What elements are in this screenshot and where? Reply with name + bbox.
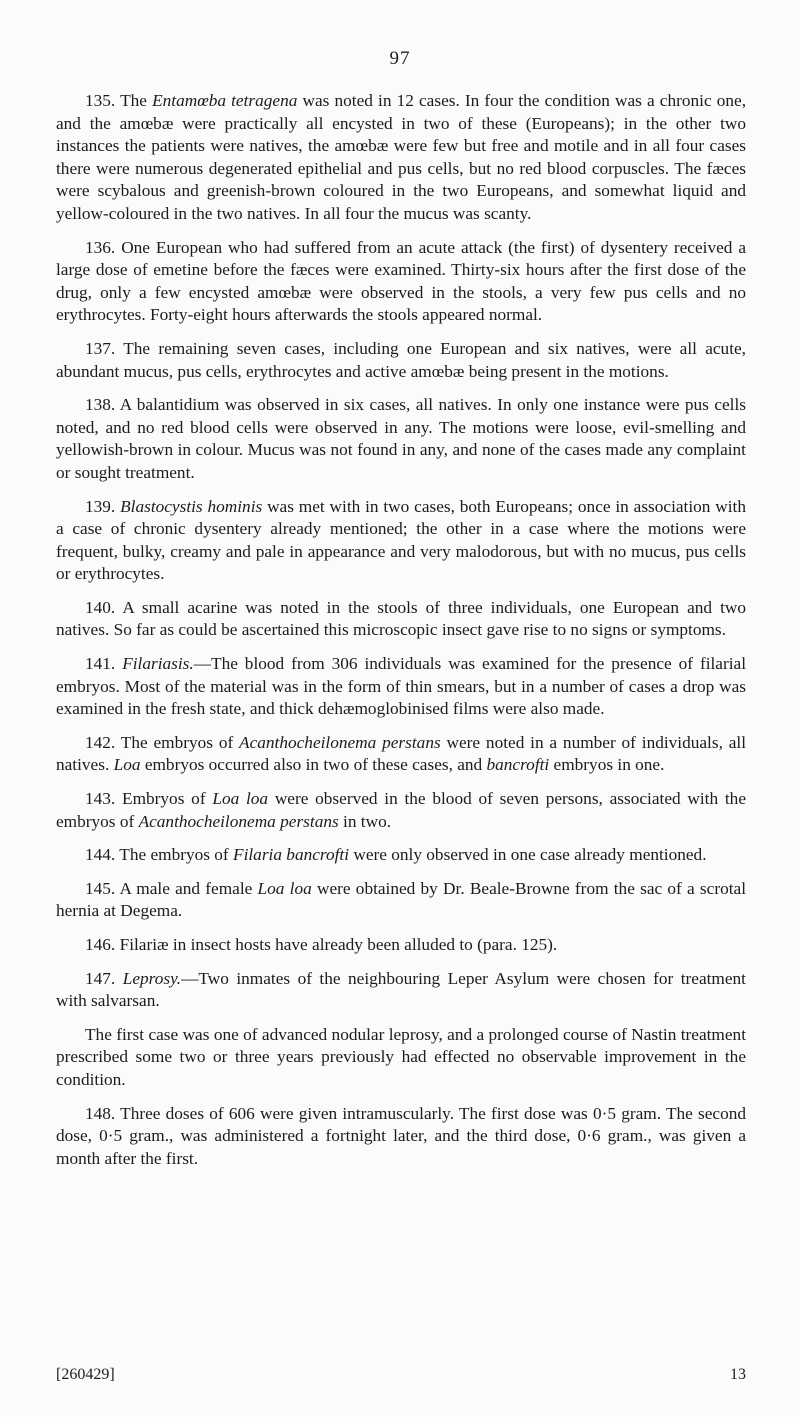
paragraph	[56, 338, 746, 383]
paragraph	[56, 653, 746, 721]
paragraph-text: The first case was one of advanced nodular leprosy, and a prolonged course of Nastin treatment prescribed some two or three years previously had effected no observable improvement in the condition.	[56, 1024, 746, 1089]
paragraph-text: —The blood from 306 individuals was examined for the presence of filarial embryos. Most of the material was in the form of thin smears, but in a number of cases a drop was examined in the fresh state, and thick dehæmoglobinised films were also made.	[56, 654, 746, 719]
paragraph-text: were noted in a number of individuals, all natives.	[56, 732, 746, 775]
italic-term: Blastocystis hominis	[120, 496, 263, 516]
paragraph-text: One European who had suffered from an acute attack (the first) of dysentery received a large dose of emetine before the fæces were examined. Thirty-six hours after the first dose of the drug, only a few encysted amœbæ were observed in the stools, a very few pus cells and no erythrocytes. Forty-eight hours afterwards the stools appeared normal.	[56, 237, 746, 325]
paragraph-number: 144.	[85, 845, 116, 865]
paragraph-number: 137.	[85, 338, 116, 358]
paragraph-number: 139.	[85, 496, 116, 516]
paragraph-number: 135.	[85, 91, 116, 110]
paragraph	[56, 878, 746, 923]
page-number: 97	[389, 48, 411, 69]
paragraph-number: 148.	[85, 1103, 116, 1123]
italic-term: bancrofti	[486, 755, 550, 775]
paragraph-text: The embryos of	[119, 845, 234, 865]
printer-signature: [260429]	[56, 1366, 115, 1383]
paragraph-number: 142.	[85, 732, 116, 752]
paragraph-text: The	[120, 91, 153, 110]
paragraph-text: A balantidium was observed in six cases, all natives. In only one instance were pus cells noted, and no red blood cells were observed in any. The motions were loose, evil-smelling and yellowish-brown in colour. Mucus was not found in any, and none of the cases made any complaint or sought treatment.	[56, 395, 746, 482]
paragraph-number: 141.	[85, 654, 116, 674]
paragraph-text: A male and female	[119, 878, 258, 898]
paragraph-text: in two.	[338, 811, 392, 831]
paragraph	[56, 934, 746, 957]
italic-term: Loa loa	[257, 878, 312, 898]
paragraph	[56, 237, 746, 327]
paragraph	[56, 496, 746, 586]
paragraph-text: A small acarine was noted in the stools of three individuals, one European and two natives. So far as could be ascertained this microscopic insect gave rise to no signs or symptoms.	[56, 597, 746, 640]
paragraph-number: 147.	[85, 968, 116, 988]
paragraph-number: 138.	[85, 395, 116, 415]
italic-term: Acanthocheilonema perstans	[239, 732, 441, 752]
paragraph	[56, 90, 746, 226]
italic-term: Filaria bancrofti	[233, 845, 350, 865]
paragraph-number: 136.	[85, 237, 116, 257]
paragraph-text: The embryos of	[120, 732, 240, 752]
paragraph	[56, 968, 746, 1013]
paragraph	[56, 597, 746, 642]
paragraph	[56, 732, 746, 777]
paragraph-text: were only observed in one case already mentioned.	[349, 845, 707, 865]
paragraph-text: Three doses of 606 were given intramuscularly. The first dose was 0·5 gram. The second dose, 0·5 gram., was administered a fortnight later, and the third dose, 0·6 gram., was given a month after the first.	[56, 1103, 747, 1168]
paragraph-number: 145.	[85, 878, 116, 898]
body-text	[56, 90, 746, 1181]
italic-term: Loa	[113, 755, 141, 775]
italic-term: Filariasis.	[122, 654, 194, 674]
italic-term: Leprosy.	[122, 968, 182, 988]
paragraph-number: 143.	[85, 789, 116, 809]
italic-term: Loa loa	[212, 789, 269, 809]
paragraph-text: Embryos of	[122, 789, 213, 809]
paragraph	[56, 844, 746, 867]
paragraph-text: —Two inmates of the neighbouring Leper Asylum were chosen for treatment with salvarsan.	[56, 968, 746, 1011]
paragraph-text: The remaining seven cases, including one European and six natives, were all acute, abundant mucus, pus cells, erythrocytes and active amœbæ being present in the motions.	[56, 338, 746, 381]
paragraph-text: embryos in one.	[549, 755, 665, 775]
italic-term: Acanthocheilonema perstans	[138, 811, 339, 831]
paragraph-text: Filariæ in insect hosts have already been alluded to (para. 125).	[119, 935, 558, 954]
paragraph	[56, 1103, 746, 1171]
italic-term: Entamœba tetragena	[152, 91, 298, 110]
paragraph-text: embryos occurred also in two of these cases, and	[140, 755, 487, 775]
paragraph	[56, 788, 746, 833]
paragraph-number: 140.	[85, 597, 116, 617]
paragraph-text: were obtained by Dr. Beale-Browne from the sac of a scrotal hernia at Degema.	[56, 878, 746, 921]
paragraph	[56, 1024, 746, 1092]
paragraph-text: were observed in the blood of seven persons, associated with the embryos of	[56, 789, 746, 831]
paragraph-text: was met with in two cases, both Europeans; once in association with a case of chronic dysentery already mentioned; the other in a case where the motions were frequent, bulky, creamy and pale in appearance and very malodorous, but with no mucus, pus cells or erythrocytes.	[56, 496, 747, 584]
paragraph	[56, 394, 746, 484]
paragraph-number: 146.	[85, 935, 116, 954]
paragraph-text: was noted in 12 cases. In four the condition was a chronic one, and the amœbæ were practically all encysted in two of these (Europeans); in the other two instances the patients were natives, the amœbæ were few but free and motile and in all four cases there were numerous degenerated epithelial and pus cells, but no red blood corpuscles. The fæces were scybalous and greenish-brown coloured in the two Europeans, and somewhat liquid and yellow-coloured in the two natives. In all four the mucus was scanty.	[56, 91, 747, 223]
signature-folio: 13	[730, 1366, 746, 1383]
